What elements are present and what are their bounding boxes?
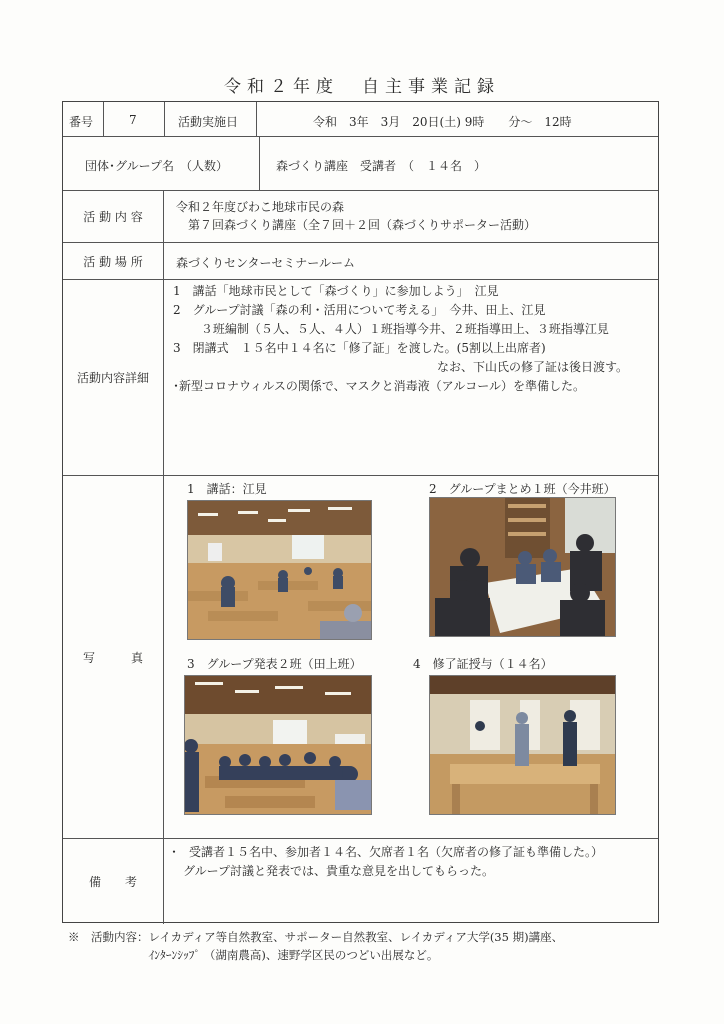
number-label: 番号 (69, 115, 94, 129)
remarks-label: 備 考 (63, 839, 164, 924)
details-line: ３班編制（５人、５人、４人）１班指導今井、２班指導田上、３班指導江見 (173, 322, 609, 336)
activity-line: 令和２年度びわこ地球市民の森 (176, 200, 345, 214)
date-value: 令和 3年 3月 20日(土) 9時 分〜 12時 (313, 115, 572, 129)
footnote (68, 928, 563, 964)
details-label: 活動内容詳細 (63, 280, 164, 475)
details-row (63, 280, 658, 476)
place-value: 森づくりセンターセミナールーム (176, 256, 356, 270)
activity-label: 活 動 内 容 (63, 191, 164, 242)
document-title: 令和２年度 自主事業記録 (224, 77, 500, 97)
details-line: なお、下山氏の修了証は後日渡す。 (173, 360, 629, 374)
remarks-line: ･ 受講者１５名中、参加者１４名、欠席者１名（欠席者の修了証も準備した。） (171, 845, 604, 859)
photo-lecture (187, 500, 372, 640)
group-row (63, 137, 658, 191)
date-label: 活動実施日 (178, 115, 239, 129)
activity-line: 第７回森づくり講座（全７回＋２回（森づくりサポーター活動） (176, 217, 537, 232)
details-line: 1 講話「地球市民として「森づくり」に参加しよう」 江見 (173, 284, 499, 298)
group-value: 森づくり講座 受講者 （ １４名 ） (276, 159, 487, 173)
photo-caption: 2 グループまとめ１班（今井班） (429, 482, 616, 496)
photo-caption: 3 グループ発表２班（田上班） (187, 657, 362, 671)
footnote-line: ※ 活動内容：レイカディア等自然教室、サポーター自然教室、レイカディア大学(35 期)講座、 (68, 930, 564, 944)
photo-certificate-award (429, 675, 616, 815)
details-line: 2 グループ討議「森の利・活用について考える」 今井、田上、江見 (173, 303, 546, 317)
photo-caption: 4 修了証授与（１４名） (413, 657, 553, 671)
place-label: 活 動 場 所 (63, 243, 164, 279)
remarks-line: グループ討議と発表では、貴重な意見を出してもらった。 (171, 864, 495, 878)
number-value: 7 (129, 113, 137, 127)
place-row (63, 243, 658, 280)
details-line: 3 閉講式 １５名中１４名に「修了証」を渡した。(5割以上出席者) (173, 341, 546, 355)
activity-row (63, 191, 658, 243)
photo-group-presentation (184, 675, 372, 815)
photos-row (63, 476, 658, 839)
remarks-row (63, 839, 658, 924)
group-label: 団体･グループ名 （人数） (85, 159, 229, 173)
photo-caption: 1 講話：江見 (187, 482, 267, 496)
details-line: ･新型コロナウィルスの関係で、マスクと消毒液（アルコール）を準備した。 (173, 379, 585, 393)
footnote-line: ｲﾝﾀｰﾝｼｯﾌﾟ （湖南農高)、速野学区民のつどい出展など。 (68, 948, 439, 962)
record-form (62, 101, 659, 923)
header-row (63, 102, 658, 137)
photo-group-discussion (429, 497, 616, 637)
photos-label: 写 真 (63, 476, 164, 838)
